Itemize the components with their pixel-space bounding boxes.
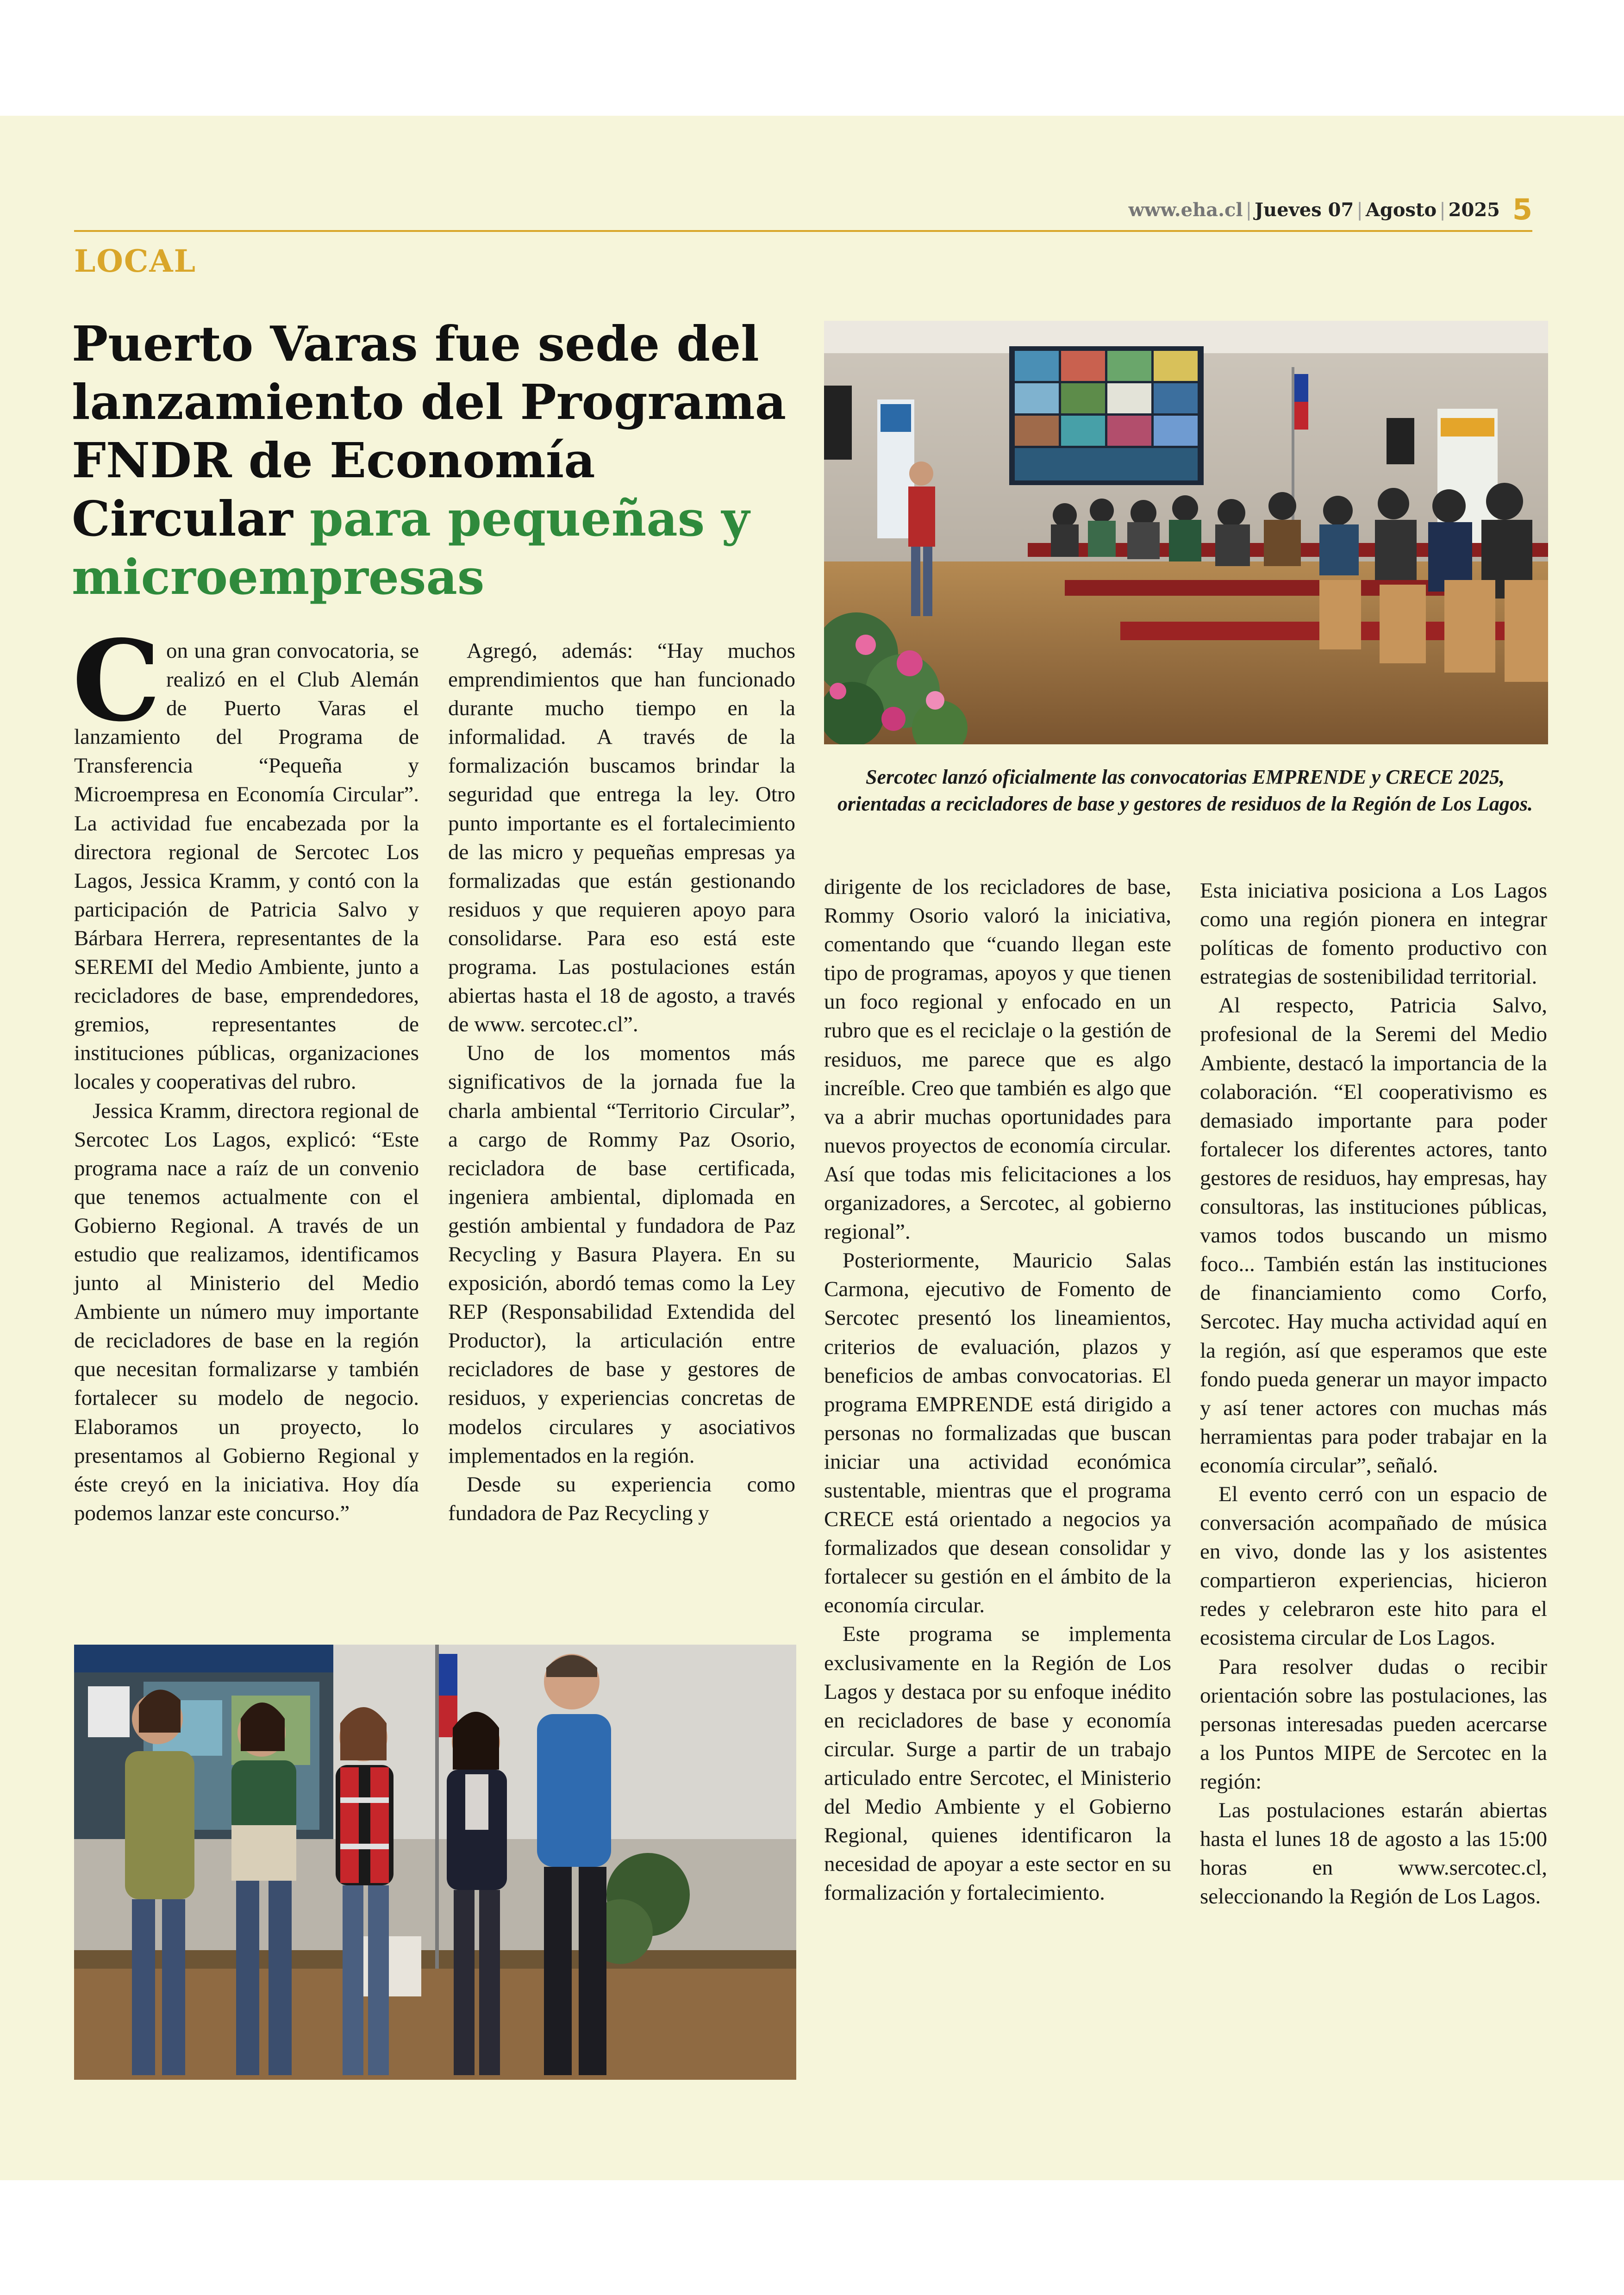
col2-paragraph-3: Desde su experiencia como fundadora de Paz Recycling y [448, 1472, 795, 1525]
group-illustration [74, 1645, 796, 2080]
headline-highlight: para pequeñas y microempresas [72, 490, 750, 605]
header-meta: www.eha.cl | Jueves 07 | Agosto | 2025 [1128, 199, 1500, 221]
article-column-2 [448, 636, 795, 1528]
article-column-3 [824, 873, 1171, 1907]
col4-paragraph-2: Al respecto, Patricia Salvo, profesional de la Seremi del Medio Ambiente, destacó la importancia de la colaboración. “El cooperativismo es demasiado importante para poder fortalecer los diferentes actores, tanto gestores de residuos, hay empresas, hay consultoras, las instituciones públicas, vamos todos buscando un mismo foco... También están las instituciones de financiamiento como Corfo, Sercotec. Hay mucha actividad aquí en la región, así que esperamos que este fondo pueda generar un mayor impacto y así tener actores con muchas más herramientas para poder trabajar en la economía circular”, señaló. [1200, 993, 1547, 1478]
headline [72, 315, 812, 606]
col4-paragraph-1: Esta iniciativa posiciona a Los Lagos como una región pionera en integrar políticas de fomento productivo con estrategias de sostenibilidad territorial. [1200, 879, 1547, 989]
header-rule [74, 230, 1532, 232]
col2-paragraph-2: Uno de los momentos más significativos de la jornada fue la charla ambiental “Territorio Circular”, a cargo de Rommy Paz Osorio, recicladora de base certificada, ingeniera ambiental, diplomada en gestión ambiental y fundadora de Paz Recycling y Basura Playera. En su exposición, abordó temas como la Ley REP (Responsabilidad Extendida del Productor), la articulación entre recicladores de base y gestores de residuos, y experiencias concretas de modelos circulares y asociativos implementados en la región. [448, 1041, 795, 1468]
site-url[interactable]: www.eha.cl [1128, 199, 1243, 221]
col3-paragraph-1: dirigente de los recicladores de base, Rommy Osorio valoró la iniciativa, comentando que “cuando llegan este tipo de programas, apoyos y que tienen un foco regional y enfocado en un rubro que es el reciclaje o la gestión de residuos, me parece que es algo increíble. Creo que también es algo que va a abrir muchas oportunidades para nuevos proyectos de economía circular. Así que todas mis felicitaciones a los organizadores, a Sercotec, al gobierno regional”. [824, 875, 1171, 1244]
col3-paragraph-3: Este programa se implementa exclusivamente en la Región de Los Lagos y destaca por su enfoque inédito en recicladores de base y economía circular. Surge a partir de un trabajo articulado entre Sercotec, el Ministerio del Medio Ambiente y el Gobierno Regional, quienes identificaron la necesidad de apoyar a este sector en su formalización y fortalecimiento. [824, 1622, 1171, 1905]
auditorium-illustration [824, 321, 1548, 744]
col2-paragraph-1: Agregó, además: “Hay muchos emprendimientos que han funcionado durante mucho tiempo en la informalidad. A través de la formalización buscamos brindar la seguridad que entrega la ley. Otro punto importante es el fortalecimiento de las micro y pequeñas empresas ya formalizadas que están gestionando residuos y que requieren apoyo para consolidarse. Para eso está este programa. Las postulaciones están abiertas hasta el 18 de agosto, a través de www. sercotec.cl”. [448, 639, 795, 1037]
photo-auditorium [824, 321, 1548, 744]
article-column-4 [1200, 876, 1547, 1911]
page-header [74, 194, 1532, 231]
dropcap: C [72, 616, 161, 746]
col1-paragraph-1: on una gran convocatoria, se realizó en el Club Alemán de Puerto Varas el lanzamiento del Programa de Transferencia “Pequeña y Microempresa en Economía Circular”. La actividad fue encabezada por la directora regional de Sercotec Los Lagos, Jessica Kramm, y contó con la participación de Patricia Salvo y Bárbara Herrera, representantes de la SEREMI del Medio Ambiente, junto a recicladores de base, emprendedores, gremios, representantes de instituciones públicas, organizaciones locales y cooperativas del rubro. [74, 639, 419, 1094]
col1-paragraph-2: Jessica Kramm, directora regional de Sercotec Los Lagos, explicó: “Este programa nace a raíz de un convenio que tenemos actualmente con el Gobierno Regional. A través de un estudio que realizamos, identificamos junto al Ministerio del Medio Ambiente un número muy importante de recicladores de base en la región que necesitan formalizarse y también fortalecer su modelo de negocio. Elaboramos un proyecto, lo presentamos al Gobierno Regional y éste creyó en la iniciativa. Hoy día podemos lanzar este concurso.” [74, 1098, 419, 1525]
header-month: Agosto [1365, 199, 1437, 221]
photo-caption: Sercotec lanzó oficialmente las convocatorias EMPRENDE y CRECE 2025, orientadas a recicladores de base y gestores de residuos de la Región de Los Lagos. [837, 766, 1533, 815]
section-label: LOCAL [74, 243, 197, 279]
photo-group [74, 1645, 796, 2080]
header-day: Jueves 07 [1255, 199, 1354, 221]
col4-paragraph-5: Las postulaciones estarán abiertas hasta el lunes 18 de agosto a las 15:00 horas en www.sercotec.cl, seleccionando la Región de Los Lagos. [1200, 1798, 1547, 1909]
page-number: 5 [1512, 193, 1532, 226]
headline-main: Puerto Varas fue sede del lanzamiento del Programa FNDR de Economía Circular [72, 315, 787, 547]
col4-paragraph-4: Para resolver dudas o recibir orientación sobre las postulaciones, las personas interesadas pueden acercarse a los Puntos MIPE de Sercotec en la región: [1200, 1654, 1547, 1794]
col3-paragraph-2: Posteriormente, Mauricio Salas Carmona, ejecutivo de Fomento de Sercotec presentó los lineamientos, criterios de evaluación, plazos y beneficios de ambas convocatorias. El programa EMPRENDE está dirigido a personas no formalizadas que buscan iniciar una actividad económica sustentable, mientras que el programa CRECE está orientado a negocios ya formalizados que desean consolidar y fortalecer su gestión en el ámbito de la economía circular. [824, 1248, 1171, 1618]
col4-paragraph-3: El evento cerró con un espacio de conversación acompañado de música en vivo, donde las y los asistentes compartieron experiencias, hicieron redes y celebraron este hito para el ecosistema circular de Los Lagos. [1200, 1482, 1547, 1650]
article-column-1 [72, 616, 419, 1528]
header-year: 2025 [1448, 199, 1500, 221]
